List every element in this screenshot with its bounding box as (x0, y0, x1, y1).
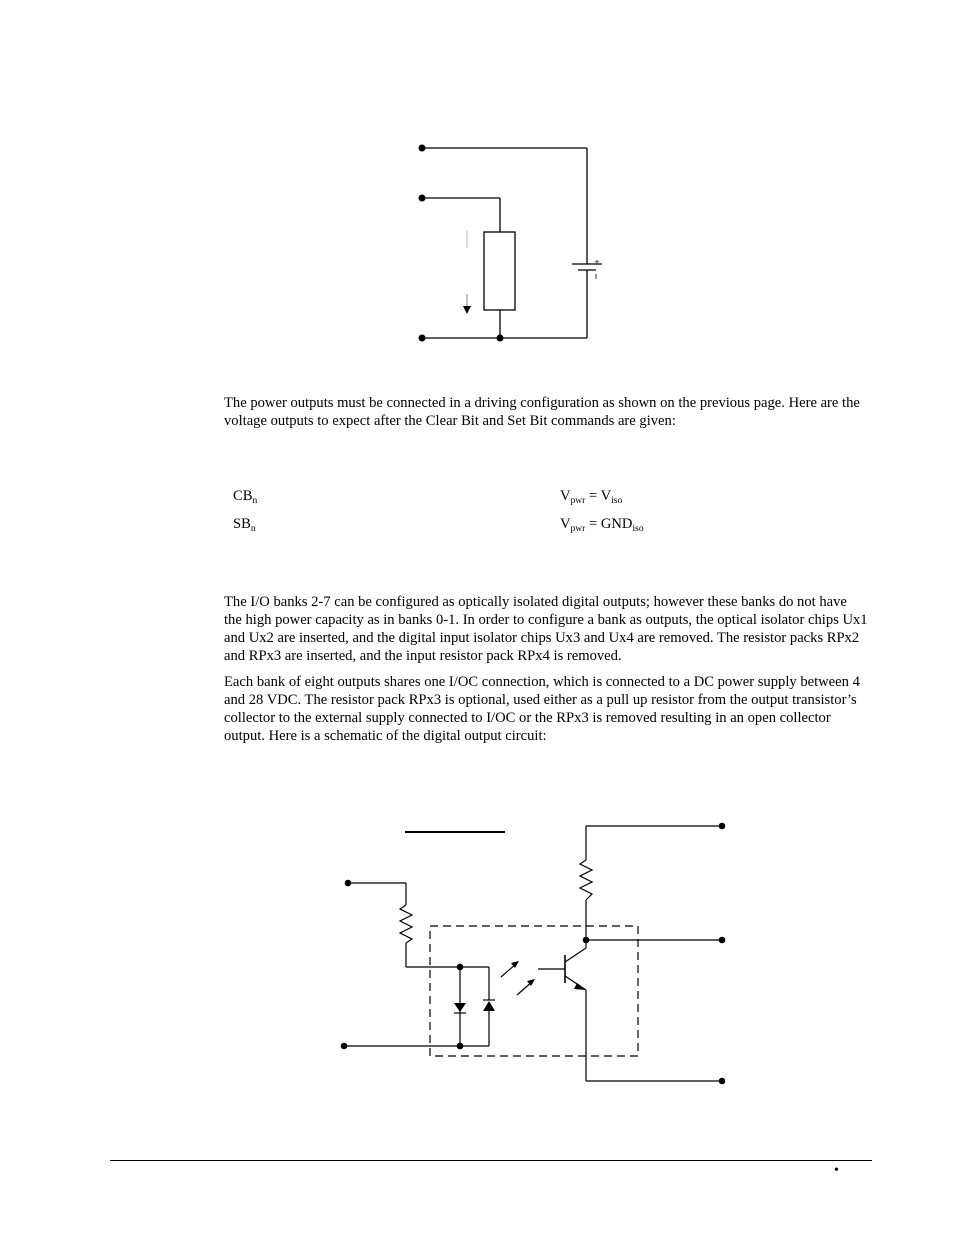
load-resistor (484, 232, 515, 310)
junction-dot (497, 335, 504, 342)
junction-dot (457, 964, 464, 971)
footer-bullet: • (834, 1163, 839, 1178)
terminal-dot (419, 335, 426, 342)
led-diode (454, 1003, 466, 1012)
battery-plus-mark: + (594, 258, 600, 266)
terminal-dot (719, 937, 726, 944)
protection-diode (483, 1001, 495, 1011)
terminal-dot (419, 145, 426, 152)
junction-dot (583, 937, 590, 944)
table-row-cb-voltage: $V_{pwr} = V_{iso}$ (560, 488, 623, 506)
emitter-arrowhead (574, 983, 586, 990)
optocoupler-package (430, 926, 638, 1056)
pullup-resistor (580, 860, 592, 900)
input-resistor (400, 905, 412, 943)
paragraph-io-banks: The I/O banks 2-7 can be configured as optically isolated digital outputs; however these banks do not have the high power capacity as in banks 0-1. In order to configure a bank as outputs, the optical isolator chips Ux1 and Ux2 are inserted, and the digital input isolator chips Ux3 and Ux4 are removed. The resistor packs RPx2 and RPx3 are inserted, and the input resistor pack RPx4 is removed. (224, 594, 868, 664)
paragraph-power-outputs: The power outputs must be connected in a driving configuration as shown on the previous page. Here are the voltage outputs to expect after the Clear Bit and Set Bit commands are given: (224, 395, 860, 429)
terminal-dot (419, 195, 426, 202)
terminal-dot (719, 1078, 726, 1085)
current-arrow-head (463, 306, 471, 314)
terminal-dot (345, 880, 352, 887)
table-row-cb-command: $CB_n$ (233, 488, 258, 506)
footer-rule (110, 1160, 872, 1161)
terminal-dot (341, 1043, 348, 1050)
junction-dot (457, 1043, 464, 1050)
terminal-dot (719, 823, 726, 830)
paragraph-ioc-connection: Each bank of eight outputs shares one I/OC connection, which is connected to a DC power supply between 4 and 28 VDC. The resistor pack RPx3 is optional, used either as a pull up resistor from the output transistor’s collector to the external supply connected to I/OC or the RPx3 is removed resulting in an open collector output. Here is a schematic of the digital output circuit: (224, 674, 860, 744)
table-row-sb-voltage: $V_{pwr} = GND_{iso}$ (560, 516, 644, 534)
transistor-collector (565, 948, 586, 962)
table-row-sb-command: $SB_n$ (233, 516, 256, 534)
